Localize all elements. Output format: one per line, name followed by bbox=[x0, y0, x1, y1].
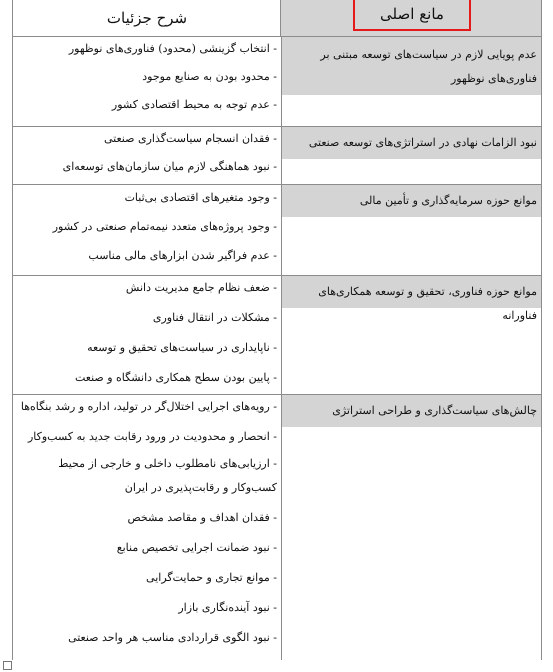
detail-item: - وجود پروژه‌های متعدد نیمه‌تمام صنعتی در کشور bbox=[52, 220, 277, 233]
detail-item: - ناپایداری در سیاست‌های تحقیق و توسعه bbox=[87, 341, 277, 354]
main-obstacle-cell bbox=[281, 395, 541, 660]
detail-item: - فقدان اهداف و مقاصد مشخص bbox=[127, 511, 277, 524]
detail-item: - فقدان انسجام سیاست‌گذاری صنعتی bbox=[104, 132, 277, 145]
table-row bbox=[13, 185, 541, 276]
table-row bbox=[13, 395, 541, 660]
detail-item: - ضعف نظام جامع مدیریت دانش bbox=[125, 281, 277, 294]
detail-item: - عدم توجه به محیط اقتصادی کشور bbox=[111, 98, 277, 111]
main-obstacle-cell bbox=[281, 37, 541, 126]
details-cell bbox=[13, 276, 281, 394]
header-details: شرح جزئیات bbox=[106, 9, 188, 27]
main-obstacle-text: موانع حوزه فناوری، تحقیق و توسعه همکاری‌های فناورانه bbox=[318, 285, 537, 322]
main-obstacle-text: موانع حوزه سرمایه‌گذاری و تأمین مالی bbox=[359, 194, 537, 207]
detail-item: - محدود بودن به صنایع موجود bbox=[142, 70, 277, 83]
table-row bbox=[13, 37, 541, 127]
detail-item: - نبود آینده‌نگاری بازار bbox=[178, 601, 277, 614]
detail-item: - نبود هماهنگی لازم میان سازمان‌های توسعه‌ای bbox=[62, 160, 277, 173]
detail-item: - رویه‌های اجرایی اختلال‌گر در تولید، اداره و رشد بنگاه‌ها bbox=[20, 400, 277, 413]
main-obstacle-cell bbox=[281, 127, 541, 184]
detail-item: - انتخاب گزینشی (محدود) فناوری‌های نوظهور bbox=[68, 42, 277, 55]
details-cell bbox=[13, 127, 281, 184]
main-obstacle-text: عدم پویایی لازم در سیاست‌های توسعه مبتنی بر فناوری‌های نوظهور bbox=[320, 48, 537, 85]
detail-item: - وجود متغیرهای اقتصادی بی‌ثبات bbox=[124, 191, 277, 204]
detail-item: - ارزیابی‌های نامطلوب داخلی و خارجی از محیط کسب‌وکار و رقابت‌پذیری در ایران bbox=[58, 457, 277, 494]
main-obstacle-cell bbox=[281, 276, 541, 394]
detail-item: - نبود الگوی قراردادی مناسب هر واحد صنعتی bbox=[68, 631, 277, 644]
main-obstacle-text: نبود الزامات نهادی در استراتژی‌های توسعه صنعتی bbox=[308, 136, 537, 149]
detail-item: - موانع تجاری و حمایت‌گرایی bbox=[146, 571, 277, 584]
details-cell bbox=[13, 37, 281, 126]
detail-item: - انحصار و محدودیت در ورود رقابت جدید به کسب‌وکار bbox=[27, 430, 277, 443]
detail-item: - عدم فراگیر شدن ابزارهای مالی مناسب bbox=[88, 249, 277, 262]
corner-marker bbox=[3, 661, 12, 670]
table-row bbox=[13, 127, 541, 185]
header-main-cell bbox=[280, 0, 541, 36]
detail-item: - مشکلات در انتقال فناوری bbox=[152, 311, 277, 324]
details-cell bbox=[13, 185, 281, 275]
main-obstacle-text: چالش‌های سیاست‌گذاری و طراحی استراتژی bbox=[332, 404, 537, 417]
detail-item: - پایین بودن سطح همکاری دانشگاه و صنعت bbox=[74, 371, 277, 384]
header-main-obstacle: مانع اصلی bbox=[353, 0, 471, 31]
table-header bbox=[13, 0, 541, 37]
table-row bbox=[13, 276, 541, 395]
main-obstacle-cell bbox=[281, 185, 541, 275]
obstacles-table bbox=[12, 0, 542, 660]
details-cell bbox=[13, 395, 281, 660]
detail-item: - نبود ضمانت اجرایی تخصیص منابع bbox=[116, 541, 277, 554]
